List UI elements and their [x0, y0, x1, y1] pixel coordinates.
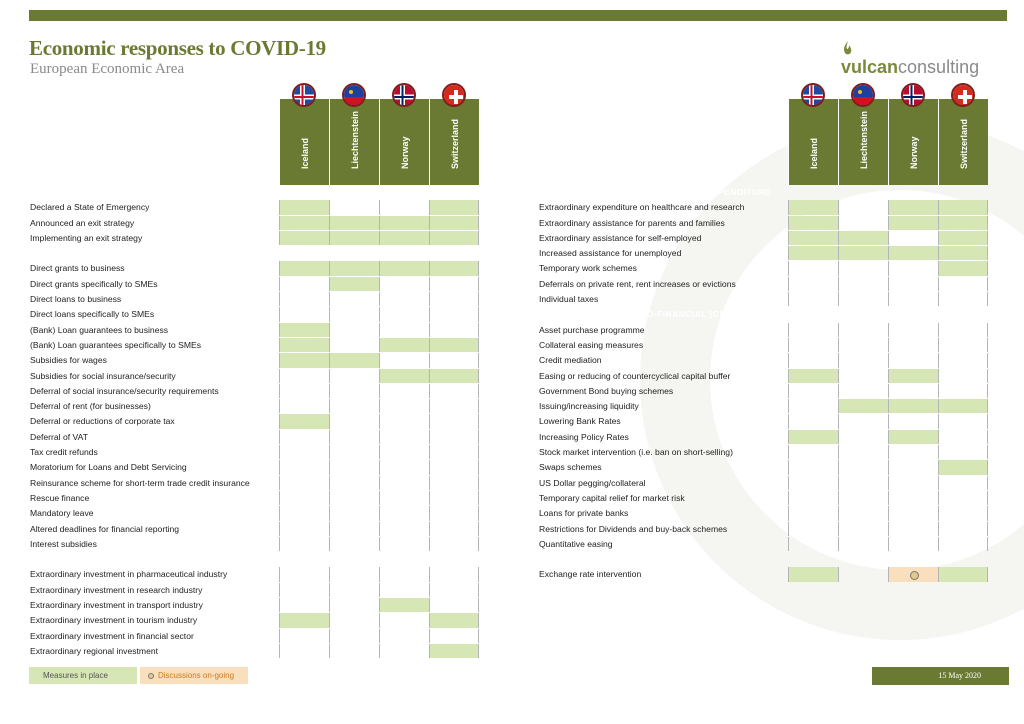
- status-cell-iceland: [788, 506, 838, 520]
- status-cell-iceland: [279, 567, 329, 581]
- status-cell-liechtenstein: [329, 261, 379, 275]
- status-cell-liechtenstein: [329, 598, 379, 612]
- status-cell-iceland: [279, 445, 329, 459]
- status-cell-norway: [379, 445, 429, 459]
- status-cell-liechtenstein: [838, 277, 888, 291]
- logo-wordmark: [841, 57, 979, 78]
- status-cell-norway: [888, 216, 938, 230]
- status-cell-iceland: [788, 277, 838, 291]
- page-title: Economic responses to COVID-19: [29, 36, 326, 60]
- status-cell-switzerland: [429, 277, 479, 291]
- status-cell-switzerland: [429, 567, 479, 581]
- status-cell-liechtenstein: [838, 399, 888, 413]
- measure-label: Swaps schemes: [539, 462, 602, 473]
- measure-label: Increased assistance for unemployed: [539, 248, 682, 259]
- status-cell-liechtenstein: [329, 537, 379, 551]
- status-cell-iceland: [279, 598, 329, 612]
- status-cell-norway: [888, 445, 938, 459]
- status-cell-switzerland: [938, 338, 988, 352]
- measure-label: Extraordinary investment in tourism industry: [30, 615, 198, 626]
- country-label: Iceland: [299, 137, 310, 169]
- country-label: Liechtenstein: [858, 110, 869, 169]
- status-cell-liechtenstein: [838, 200, 888, 214]
- status-cell-switzerland: [429, 414, 479, 428]
- status-cell-liechtenstein: [329, 200, 379, 214]
- status-cell-iceland: [279, 430, 329, 444]
- status-cell-norway: [379, 323, 429, 337]
- status-cell-iceland: [279, 644, 329, 658]
- column-header-iceland: [788, 99, 838, 185]
- measure-label: Reinsurance scheme for short-term trade credit insurance: [30, 477, 250, 488]
- status-cell-norway: [379, 414, 429, 428]
- status-cell-norway: [888, 353, 938, 367]
- status-cell-norway: [379, 491, 429, 505]
- status-cell-switzerland: [429, 644, 479, 658]
- status-cell-norway: [888, 414, 938, 428]
- status-cell-iceland: [788, 292, 838, 306]
- status-cell-switzerland: [938, 506, 988, 520]
- column-header-liechtenstein: [838, 99, 888, 185]
- status-cell-norway: [379, 629, 429, 643]
- status-cell-norway: [379, 476, 429, 490]
- column-header-iceland: [279, 99, 329, 185]
- status-cell-norway: [379, 430, 429, 444]
- status-cell-liechtenstein: [329, 460, 379, 474]
- status-cell-norway: [379, 399, 429, 413]
- measure-label: Declared a State of Emergency: [30, 202, 150, 213]
- column-header-liechtenstein: [329, 99, 379, 185]
- status-cell-iceland: [788, 567, 838, 581]
- measure-label: Mandatory leave: [30, 508, 94, 519]
- status-cell-iceland: [788, 216, 838, 230]
- status-cell-norway: [379, 307, 429, 321]
- status-cell-liechtenstein: [838, 506, 888, 520]
- section-title: EXCHANGE RATES: [543, 554, 629, 565]
- status-cell-switzerland: [429, 369, 479, 383]
- status-cell-switzerland: [429, 323, 479, 337]
- legend-discussions-label: Discussions on-going: [158, 671, 235, 680]
- status-cell-switzerland: [429, 384, 479, 398]
- status-cell-switzerland: [938, 522, 988, 536]
- status-cell-switzerland: [938, 476, 988, 490]
- status-cell-norway: [888, 384, 938, 398]
- status-cell-iceland: [788, 430, 838, 444]
- status-cell-norway: [379, 460, 429, 474]
- section-title: HIGH-LEVEL POLITICAL MEASURES: [34, 187, 197, 197]
- measure-label: Lowering Bank Rates: [539, 416, 621, 427]
- status-cell-iceland: [788, 323, 838, 337]
- measure-label: Issuing/increasing liquidity: [539, 401, 639, 412]
- status-cell-norway: [379, 583, 429, 597]
- status-cell-norway: [379, 277, 429, 291]
- status-cell-switzerland: [938, 430, 988, 444]
- status-cell-switzerland: [429, 537, 479, 551]
- status-cell-iceland: [279, 522, 329, 536]
- status-cell-liechtenstein: [838, 476, 888, 490]
- status-cell-iceland: [279, 491, 329, 505]
- date-bar: 15 May 2020: [872, 667, 1009, 685]
- status-cell-norway: [888, 369, 938, 383]
- status-cell-liechtenstein: [329, 522, 379, 536]
- status-cell-norway: [888, 567, 938, 581]
- status-cell-iceland: [279, 399, 329, 413]
- status-cell-switzerland: [938, 292, 988, 306]
- status-cell-liechtenstein: [838, 430, 888, 444]
- status-cell-switzerland: [429, 613, 479, 627]
- status-cell-iceland: [788, 445, 838, 459]
- measure-label: Direct loans to business: [30, 294, 122, 305]
- status-cell-liechtenstein: [838, 522, 888, 536]
- status-cell-norway: [379, 384, 429, 398]
- status-cell-switzerland: [429, 522, 479, 536]
- norway-flag-icon: [901, 83, 925, 107]
- status-cell-iceland: [279, 292, 329, 306]
- status-cell-iceland: [279, 537, 329, 551]
- top-bar: [29, 10, 1007, 21]
- status-cell-norway: [379, 261, 429, 275]
- measure-label: Implementing an exit strategy: [30, 232, 143, 243]
- measure-label: Extraordinary investment in pharmaceutical industry: [30, 569, 228, 580]
- status-cell-iceland: [788, 246, 838, 260]
- status-cell-iceland: [788, 338, 838, 352]
- measure-label: Direct grants specifically to SMEs: [30, 278, 158, 289]
- status-cell-liechtenstein: [838, 537, 888, 551]
- status-cell-switzerland: [429, 292, 479, 306]
- measure-label: Subsidies for social insurance/security: [30, 370, 176, 381]
- status-cell-liechtenstein: [329, 399, 379, 413]
- status-cell-liechtenstein: [329, 231, 379, 245]
- measure-label: Quantitative easing: [539, 538, 613, 549]
- country-label: Iceland: [808, 137, 819, 169]
- status-cell-switzerland: [938, 261, 988, 275]
- measure-label: Government Bond buying schemes: [539, 385, 674, 396]
- status-cell-iceland: [279, 384, 329, 398]
- status-cell-liechtenstein: [329, 476, 379, 490]
- status-cell-liechtenstein: [838, 445, 888, 459]
- section-title: BUSINESS SUPPORT EXPENDITURE: [34, 248, 197, 259]
- measure-label: Individual taxes: [539, 294, 599, 305]
- status-cell-norway: [888, 338, 938, 352]
- status-cell-liechtenstein: [838, 231, 888, 245]
- status-cell-switzerland: [938, 353, 988, 367]
- status-cell-iceland: [279, 583, 329, 597]
- discussion-dot-icon: [148, 673, 154, 679]
- status-cell-norway: [888, 246, 938, 260]
- status-cell-iceland: [788, 369, 838, 383]
- status-cell-iceland: [788, 537, 838, 551]
- status-cell-iceland: [279, 338, 329, 352]
- status-cell-norway: [888, 261, 938, 275]
- status-cell-switzerland: [938, 369, 988, 383]
- status-cell-switzerland: [429, 430, 479, 444]
- country-label: Norway: [908, 136, 919, 169]
- status-cell-liechtenstein: [838, 460, 888, 474]
- status-cell-switzerland: [938, 323, 988, 337]
- measure-label: Extraordinary expenditure on healthcare and research: [539, 202, 745, 213]
- status-cell-switzerland: [429, 338, 479, 352]
- measure-label: Deferral of rent (for businesses): [30, 401, 151, 412]
- status-cell-norway: [379, 506, 429, 520]
- status-cell-liechtenstein: [329, 445, 379, 459]
- logo-brand-bold: vulcan: [841, 57, 899, 77]
- status-cell-iceland: [788, 460, 838, 474]
- measure-label: Direct loans specifically to SMEs: [30, 309, 155, 320]
- status-cell-iceland: [279, 506, 329, 520]
- status-cell-iceland: [788, 200, 838, 214]
- measure-label: Moratorium for Loans and Debt Servicing: [30, 462, 187, 473]
- status-cell-switzerland: [938, 246, 988, 260]
- status-cell-iceland: [788, 414, 838, 428]
- measure-label: Extraordinary investment in research industry: [30, 584, 203, 595]
- status-cell-liechtenstein: [838, 216, 888, 230]
- status-cell-switzerland: [429, 216, 479, 230]
- status-cell-liechtenstein: [838, 292, 888, 306]
- status-cell-switzerland: [938, 414, 988, 428]
- status-cell-liechtenstein: [329, 323, 379, 337]
- measure-label: Asset purchase programme: [539, 324, 645, 335]
- status-cell-iceland: [279, 460, 329, 474]
- section-title: SECTOR SPECIFIC SUPPORT: [34, 554, 165, 565]
- measure-label: Altered deadlines for financial reporting: [30, 523, 180, 534]
- status-cell-liechtenstein: [838, 338, 888, 352]
- status-cell-liechtenstein: [329, 277, 379, 291]
- status-cell-norway: [888, 522, 938, 536]
- status-cell-iceland: [279, 613, 329, 627]
- iceland-flag-icon: [292, 83, 316, 107]
- switzerland-flag-icon: [951, 83, 975, 107]
- measure-label: Interest subsidies: [30, 538, 97, 549]
- status-cell-iceland: [788, 231, 838, 245]
- status-cell-norway: [379, 522, 429, 536]
- measure-label: Collateral easing measures: [539, 339, 644, 350]
- column-header-switzerland: [429, 99, 479, 185]
- status-cell-switzerland: [938, 537, 988, 551]
- switzerland-flag-icon: [442, 83, 466, 107]
- status-cell-norway: [888, 200, 938, 214]
- status-cell-iceland: [788, 384, 838, 398]
- measure-label: Deferral of VAT: [30, 431, 88, 442]
- status-cell-norway: [888, 506, 938, 520]
- status-cell-switzerland: [429, 200, 479, 214]
- measure-label: Credit mediation: [539, 355, 602, 366]
- status-cell-liechtenstein: [838, 384, 888, 398]
- measure-label: Extraordinary assistance for parents and families: [539, 217, 725, 228]
- status-cell-liechtenstein: [329, 506, 379, 520]
- measure-label: Extraordinary assistance for self-employed: [539, 232, 702, 243]
- status-cell-switzerland: [429, 598, 479, 612]
- legend-measures: Measures in place: [29, 667, 137, 684]
- status-cell-liechtenstein: [329, 629, 379, 643]
- status-cell-norway: [379, 338, 429, 352]
- liechtenstein-flag-icon: [342, 83, 366, 107]
- status-cell-liechtenstein: [329, 338, 379, 352]
- section-title: MONETARY AND MACRO-FINANCIAL [CENTRAL BANKS]: [543, 309, 796, 320]
- status-cell-switzerland: [429, 445, 479, 459]
- iceland-flag-icon: [801, 83, 825, 107]
- liechtenstein-flag-icon: [851, 83, 875, 107]
- status-cell-norway: [888, 460, 938, 474]
- country-label: Norway: [399, 136, 410, 169]
- column-header-switzerland: [938, 99, 988, 185]
- status-cell-norway: [379, 644, 429, 658]
- status-cell-liechtenstein: [838, 353, 888, 367]
- measure-label: Increasing Policy Rates: [539, 431, 629, 442]
- status-cell-iceland: [279, 476, 329, 490]
- status-cell-switzerland: [429, 583, 479, 597]
- status-cell-liechtenstein: [329, 567, 379, 581]
- status-cell-switzerland: [938, 399, 988, 413]
- norway-flag-icon: [392, 83, 416, 107]
- measure-label: Temporary capital relief for market risk: [539, 492, 685, 503]
- status-cell-liechtenstein: [329, 644, 379, 658]
- status-cell-liechtenstein: [329, 292, 379, 306]
- status-cell-liechtenstein: [838, 246, 888, 260]
- status-cell-iceland: [788, 476, 838, 490]
- status-cell-norway: [379, 200, 429, 214]
- status-cell-switzerland: [429, 476, 479, 490]
- status-cell-liechtenstein: [838, 261, 888, 275]
- measure-label: (Bank) Loan guarantees to business: [30, 324, 169, 335]
- measure-label: US Dollar pegging/collateral: [539, 477, 646, 488]
- status-cell-norway: [888, 430, 938, 444]
- status-cell-liechtenstein: [329, 307, 379, 321]
- status-cell-switzerland: [938, 200, 988, 214]
- status-cell-liechtenstein: [329, 369, 379, 383]
- status-cell-iceland: [279, 216, 329, 230]
- country-label: Liechtenstein: [349, 110, 360, 169]
- page-subtitle: European Economic Area: [30, 61, 185, 77]
- status-cell-switzerland: [938, 445, 988, 459]
- measure-label: Subsidies for wages: [30, 355, 107, 366]
- status-cell-liechtenstein: [838, 567, 888, 581]
- status-cell-liechtenstein: [329, 430, 379, 444]
- measure-label: (Bank) Loan guarantees specifically to SMEs: [30, 339, 202, 350]
- status-cell-switzerland: [429, 307, 479, 321]
- status-cell-switzerland: [429, 261, 479, 275]
- status-cell-liechtenstein: [329, 384, 379, 398]
- status-cell-iceland: [279, 307, 329, 321]
- status-cell-norway: [888, 231, 938, 245]
- status-cell-norway: [888, 476, 938, 490]
- column-header-norway: [379, 99, 429, 185]
- status-cell-norway: [888, 292, 938, 306]
- status-cell-switzerland: [429, 353, 479, 367]
- measure-label: Stock market intervention (i.e. ban on short-selling): [539, 447, 733, 458]
- measure-label: Easing or reducing of countercyclical capital buffer: [539, 370, 731, 381]
- status-cell-iceland: [788, 353, 838, 367]
- status-cell-norway: [379, 598, 429, 612]
- country-label: Switzerland: [958, 118, 969, 169]
- status-cell-iceland: [788, 522, 838, 536]
- status-cell-norway: [888, 399, 938, 413]
- status-cell-liechtenstein: [329, 216, 379, 230]
- legend-discussions: [140, 667, 248, 684]
- status-cell-norway: [888, 537, 938, 551]
- status-cell-switzerland: [429, 231, 479, 245]
- measure-label: Deferrals on private rent, rent increases or evictions: [539, 278, 736, 289]
- status-cell-norway: [379, 353, 429, 367]
- measure-label: Deferral of social insurance/security requirements: [30, 385, 219, 396]
- status-cell-norway: [379, 292, 429, 306]
- status-cell-norway: [379, 537, 429, 551]
- section-title: SOCIAL AND INDIVIDUAL SUPPORT EXPENDITURE: [543, 187, 772, 197]
- status-cell-norway: [379, 231, 429, 245]
- measure-label: Exchange rate intervention: [539, 569, 642, 580]
- status-cell-iceland: [788, 399, 838, 413]
- status-cell-iceland: [279, 261, 329, 275]
- measure-label: Restrictions for Dividends and buy-back schemes: [539, 523, 728, 534]
- status-cell-iceland: [279, 353, 329, 367]
- status-cell-switzerland: [429, 506, 479, 520]
- status-cell-norway: [379, 567, 429, 581]
- status-cell-liechtenstein: [329, 491, 379, 505]
- measure-label: Loans for private banks: [539, 508, 629, 519]
- status-cell-liechtenstein: [838, 414, 888, 428]
- status-cell-switzerland: [429, 629, 479, 643]
- measure-label: Tax credit refunds: [30, 447, 98, 458]
- status-cell-iceland: [279, 323, 329, 337]
- country-label: Switzerland: [449, 118, 460, 169]
- status-cell-norway: [888, 491, 938, 505]
- status-cell-norway: [888, 277, 938, 291]
- status-cell-switzerland: [938, 491, 988, 505]
- measure-label: Extraordinary regional investment: [30, 645, 159, 656]
- status-cell-liechtenstein: [329, 353, 379, 367]
- status-cell-switzerland: [938, 216, 988, 230]
- status-cell-switzerland: [938, 231, 988, 245]
- logo-brand-light: consulting: [898, 57, 980, 77]
- column-header-norway: [888, 99, 938, 185]
- status-cell-switzerland: [938, 460, 988, 474]
- measure-label: Extraordinary investment in transport industry: [30, 600, 203, 611]
- status-cell-switzerland: [429, 460, 479, 474]
- status-cell-iceland: [788, 261, 838, 275]
- status-cell-norway: [379, 216, 429, 230]
- status-cell-iceland: [279, 277, 329, 291]
- status-cell-liechtenstein: [838, 491, 888, 505]
- status-cell-liechtenstein: [329, 613, 379, 627]
- measure-label: Rescue finance: [30, 492, 90, 503]
- status-cell-switzerland: [938, 277, 988, 291]
- status-cell-liechtenstein: [838, 369, 888, 383]
- measure-label: Deferral or reductions of corporate tax: [30, 416, 175, 427]
- status-cell-switzerland: [938, 567, 988, 581]
- status-cell-liechtenstein: [329, 414, 379, 428]
- status-cell-iceland: [788, 491, 838, 505]
- status-cell-iceland: [279, 414, 329, 428]
- status-cell-norway: [379, 369, 429, 383]
- measure-label: Direct grants to business: [30, 263, 125, 274]
- status-cell-iceland: [279, 369, 329, 383]
- status-cell-liechtenstein: [329, 583, 379, 597]
- measure-label: Announced an exit strategy: [30, 217, 135, 228]
- status-cell-iceland: [279, 629, 329, 643]
- status-cell-norway: [379, 613, 429, 627]
- measure-label: Extraordinary investment in financial sector: [30, 630, 194, 641]
- status-cell-norway: [888, 323, 938, 337]
- status-cell-switzerland: [429, 399, 479, 413]
- status-cell-liechtenstein: [838, 323, 888, 337]
- status-cell-iceland: [279, 231, 329, 245]
- measure-label: Temporary work schemes: [539, 263, 637, 274]
- status-cell-switzerland: [429, 491, 479, 505]
- status-cell-iceland: [279, 200, 329, 214]
- status-cell-switzerland: [938, 384, 988, 398]
